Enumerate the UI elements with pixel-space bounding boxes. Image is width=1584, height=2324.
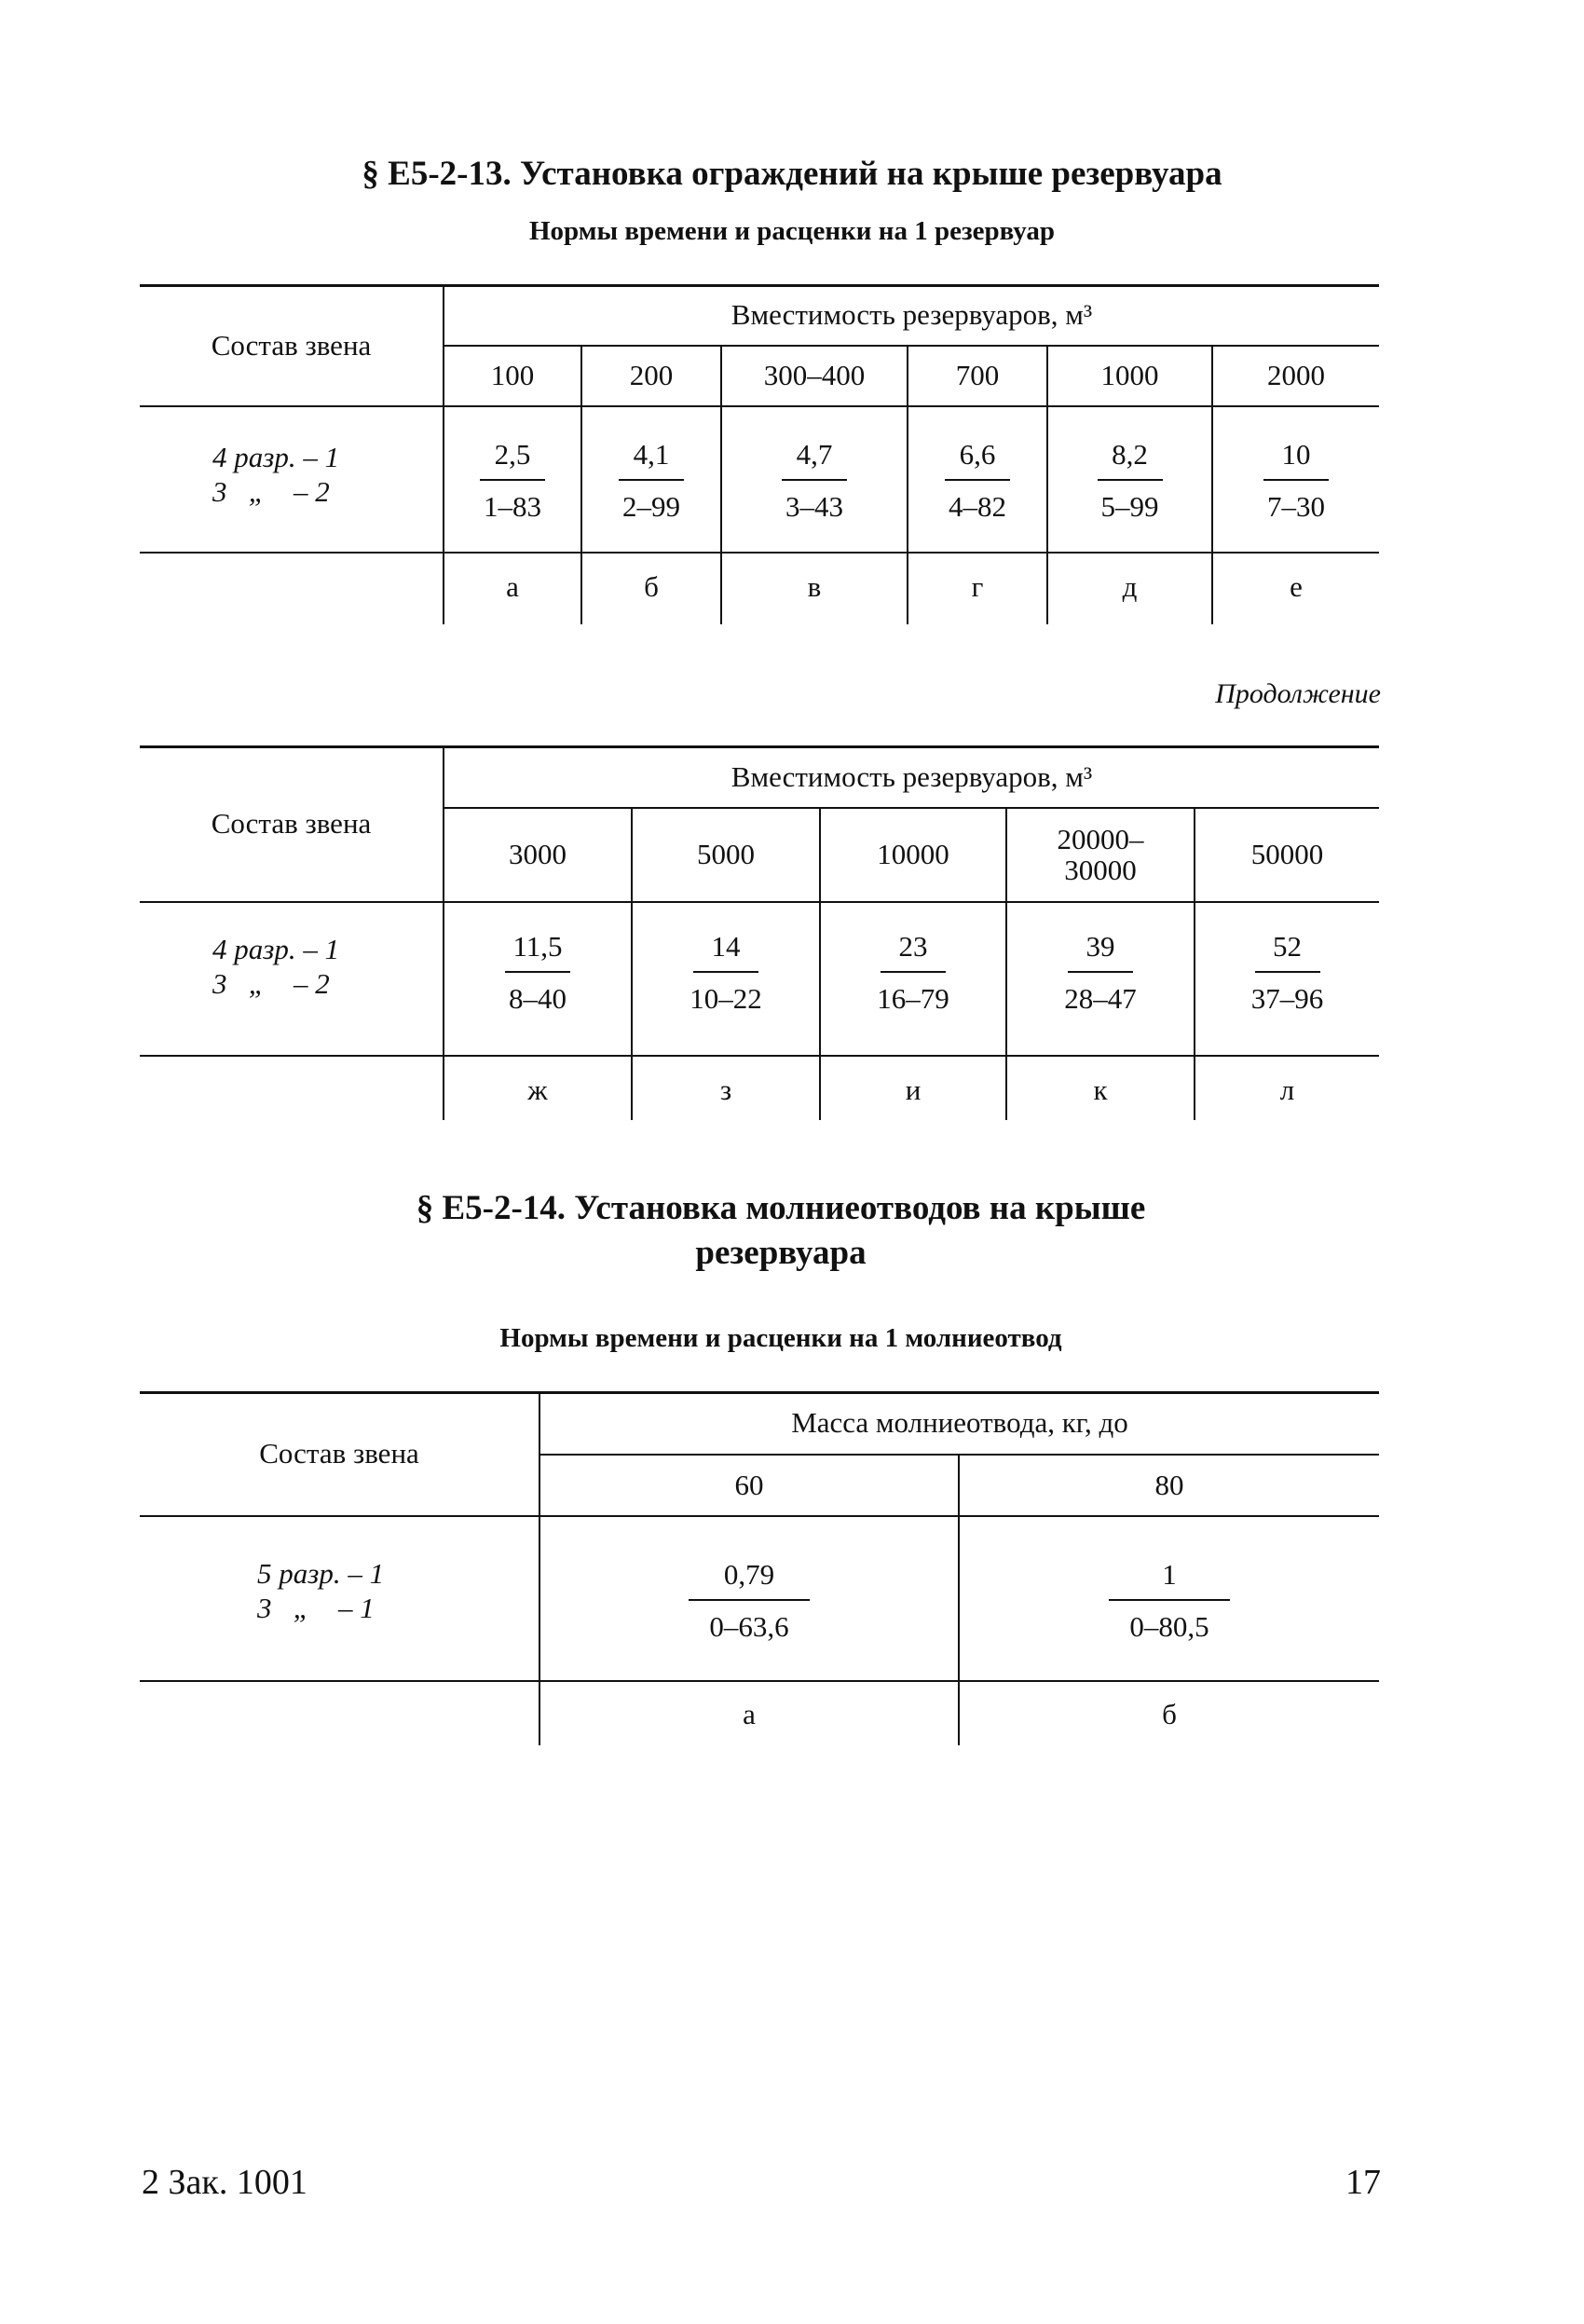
norm-rate-cell bbox=[444, 930, 631, 1016]
column-letter: д bbox=[1122, 569, 1138, 603]
time-norm: 1 bbox=[1109, 1558, 1230, 1601]
column-letter: б bbox=[644, 569, 659, 603]
norm-rate-cell bbox=[908, 438, 1046, 524]
column-letter: б bbox=[1162, 1697, 1177, 1730]
price-rate: 16–79 bbox=[877, 982, 949, 1015]
price-rate: 0–63,6 bbox=[709, 1610, 789, 1643]
column-header-composition: Состав звена bbox=[211, 328, 372, 362]
norm-rate-cell bbox=[1048, 438, 1211, 524]
norm-rate-cell bbox=[960, 1558, 1379, 1644]
price-rate: 8–40 bbox=[509, 982, 567, 1015]
column-header: 3000 bbox=[509, 838, 567, 871]
section-subtitle-e5-2-13: Нормы времени и расценки на 1 резервуар bbox=[528, 216, 1056, 246]
norm-rate-cell bbox=[821, 930, 1005, 1016]
time-norm: 2,5 bbox=[480, 438, 545, 481]
column-header: 100 bbox=[490, 359, 535, 392]
footer-order-number: 2 Зак. 1001 bbox=[142, 2163, 307, 2202]
column-letter: а bbox=[743, 1697, 756, 1730]
price-rate: 1–83 bbox=[484, 490, 541, 523]
price-rate: 3–43 bbox=[785, 490, 843, 523]
crew-composition: 5 разр. – 1 3 „ – 1 bbox=[257, 1557, 385, 1624]
time-norm: 11,5 bbox=[505, 930, 570, 973]
page-number: 17 bbox=[1345, 2163, 1381, 2202]
crew-composition: 4 разр. – 1 3 „ – 2 bbox=[212, 441, 340, 508]
table-header-bottom bbox=[140, 405, 1379, 407]
group-header-capacity: Вместимость резервуаров, м³ bbox=[731, 298, 1093, 332]
price-rate: 37–96 bbox=[1250, 982, 1324, 1015]
group-header-mass: Масса молниеотвода, кг, до bbox=[791, 1406, 1128, 1440]
time-norm: 0,79 bbox=[689, 1558, 810, 1601]
norm-rate-cell bbox=[722, 438, 907, 524]
table-body-bottom bbox=[140, 1680, 1379, 1682]
time-norm: 6,6 bbox=[945, 438, 1010, 481]
column-header: 200 bbox=[629, 359, 674, 392]
norm-rate-cell bbox=[444, 438, 580, 524]
column-header-composition: Состав звена bbox=[259, 1437, 419, 1470]
column-header-composition: Состав звена bbox=[211, 807, 372, 841]
column-header: 50000 bbox=[1250, 838, 1324, 871]
column-letter: в bbox=[807, 569, 822, 603]
norm-rate-cell bbox=[582, 438, 720, 524]
norm-rate-cell bbox=[1213, 438, 1379, 524]
price-rate: 28–47 bbox=[1064, 982, 1137, 1015]
section-subtitle-e5-2-14: Нормы времени и расценки на 1 молниеотвод bbox=[499, 1323, 1062, 1353]
column-header: 10000 bbox=[877, 838, 949, 871]
time-norm: 8,2 bbox=[1098, 438, 1163, 481]
column-header: 20000– 30000 bbox=[1057, 822, 1144, 886]
column-letter: л bbox=[1279, 1073, 1295, 1106]
norm-rate-cell bbox=[540, 1558, 958, 1644]
table-body-bottom bbox=[140, 552, 1379, 554]
time-norm: 52 bbox=[1255, 930, 1320, 973]
column-letter: е bbox=[1290, 569, 1303, 603]
column-header: 700 bbox=[955, 359, 1000, 392]
column-header: 300–400 bbox=[763, 359, 866, 392]
norm-rate-cell bbox=[633, 930, 819, 1016]
continuation-label: Продолжение bbox=[1215, 678, 1381, 709]
time-norm: 4,7 bbox=[782, 438, 847, 481]
column-header: 1000 bbox=[1100, 359, 1159, 392]
group-header-capacity: Вместимость резервуаров, м³ bbox=[731, 759, 1093, 793]
price-rate: 5–99 bbox=[1100, 490, 1159, 523]
column-header: 2000 bbox=[1267, 359, 1325, 392]
section-title-e5-2-14: § Е5-2-14. Установка молниеотводов на крыше bbox=[416, 1189, 1146, 1227]
price-rate: 2–99 bbox=[622, 490, 680, 523]
price-rate: 7–30 bbox=[1267, 490, 1325, 523]
norm-rate-cell bbox=[1195, 930, 1379, 1016]
crew-composition: 4 разр. – 1 3 „ – 2 bbox=[212, 933, 340, 1000]
time-norm: 14 bbox=[693, 930, 758, 973]
column-letter: к bbox=[1093, 1073, 1108, 1106]
price-rate: 4–82 bbox=[949, 490, 1006, 523]
section-title-e5-2-14-line2: резервуара bbox=[695, 1234, 867, 1272]
time-norm: 10 bbox=[1263, 438, 1329, 481]
column-letter: ж bbox=[527, 1073, 548, 1106]
time-norm: 23 bbox=[881, 930, 946, 973]
column-header: 60 bbox=[734, 1468, 764, 1501]
column-header: 80 bbox=[1154, 1468, 1184, 1501]
section-title-e5-2-13: § Е5-2-13. Установка ограждений на крыше резервуара bbox=[362, 155, 1222, 193]
table-header-bottom bbox=[140, 1515, 1379, 1517]
norm-rate-cell bbox=[1007, 930, 1194, 1016]
column-letter: з bbox=[719, 1073, 732, 1106]
time-norm: 4,1 bbox=[619, 438, 684, 481]
time-norm: 39 bbox=[1068, 930, 1133, 973]
price-rate: 0–80,5 bbox=[1129, 1610, 1209, 1643]
column-letter: и bbox=[905, 1073, 922, 1106]
column-letter: г bbox=[971, 569, 984, 603]
column-letter: а bbox=[506, 569, 519, 603]
column-header: 5000 bbox=[697, 838, 755, 871]
price-rate: 10–22 bbox=[690, 982, 762, 1015]
